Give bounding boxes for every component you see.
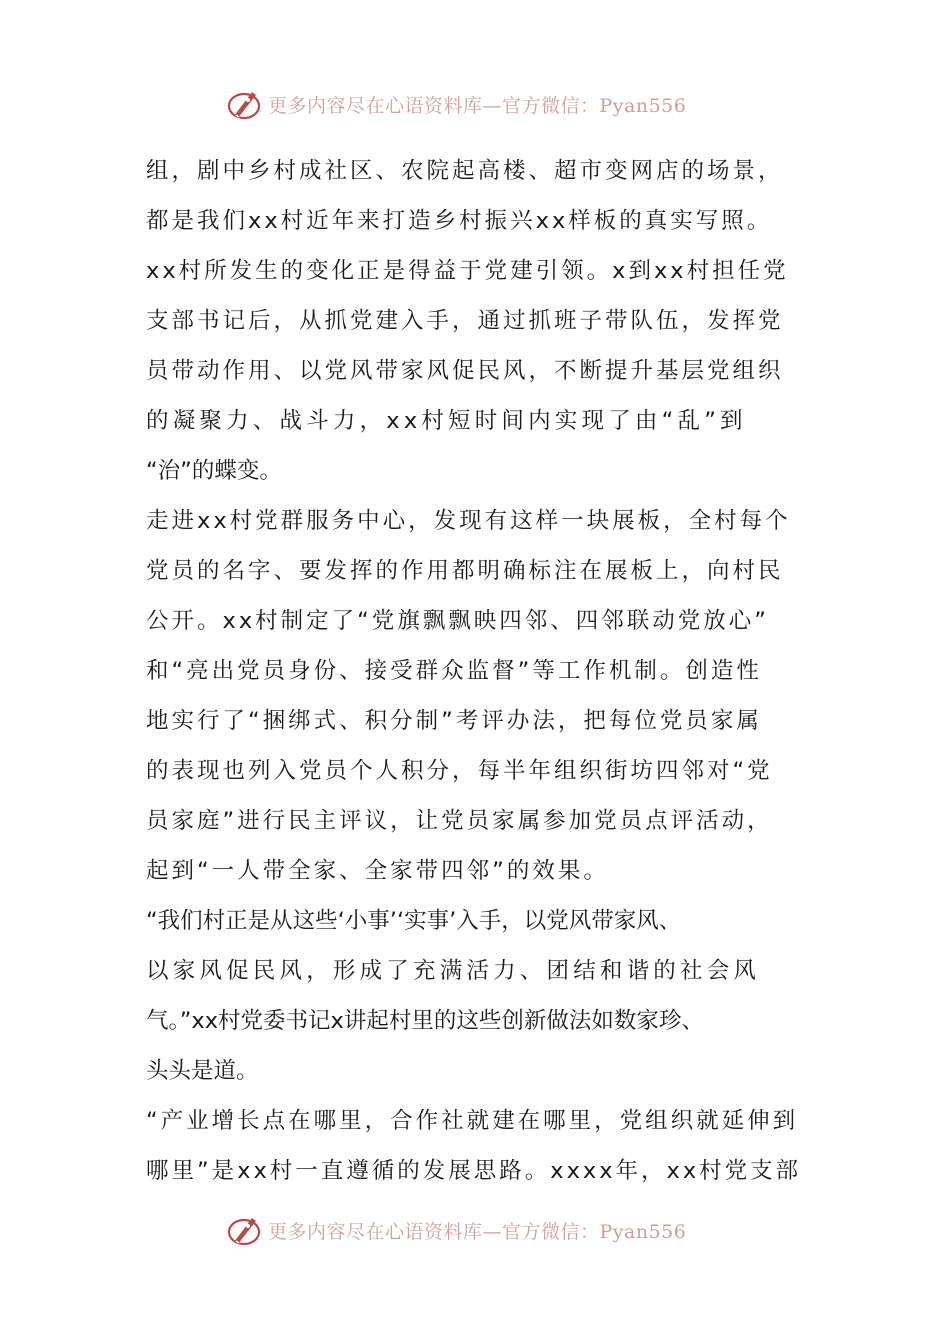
text-line: 走进xx村党群服务中心，发现有这样一块展板，全村每个 <box>146 508 791 534</box>
text-line: 头头是道。 <box>146 1058 259 1084</box>
text-line: 都是我们xx村近年来打造乡村振兴xx样板的真实写照。 <box>146 208 773 234</box>
text-line: xx村所发生的变化正是得益于党建引领。x到xx村担任党 <box>146 258 789 284</box>
pen-nib-icon <box>226 86 262 122</box>
document-body <box>146 146 836 1196</box>
text-line: 哪里”是xx村一直遵循的发展思路。xxxx年，xx村党支部 <box>146 1158 802 1184</box>
text-line: 起到“一人带全家、全家带四邻”的效果。 <box>146 858 609 884</box>
text-line: 气。”xx村党委书记x讲起村里的这些创新做法如数家珍、 <box>146 1008 704 1034</box>
text-line: 支部书记后，从抓党建入手，通过抓班子带队伍，发挥党 <box>146 308 784 334</box>
text-line: “治”的蝶变。 <box>146 458 282 484</box>
text-line: 员带动作用、以党风带家风促民风，不断提升基层党组织 <box>146 358 784 384</box>
pen-nib-icon <box>226 1212 262 1248</box>
footer-watermark <box>226 1210 746 1250</box>
text-line: “我们村正是从这些‘小事’‘实事’入手，以党风带家风、 <box>146 908 682 934</box>
text-line: 的表现也列入党员个人积分，每半年组织街坊四邻对“党 <box>146 758 773 784</box>
text-line: 的凝聚力、战斗力，xx村短时间内实现了由“乱”到 <box>146 408 747 434</box>
text-line: 和“亮出党员身份、接受群众监督”等工作机制。创造性 <box>146 658 762 684</box>
text-line: “产业增长点在哪里，合作社就建在哪里，党组织就延伸到 <box>146 1108 799 1134</box>
text-line: 组，剧中乡村成社区、农院起高楼、超市变网店的场景， <box>146 158 784 184</box>
text-line: 党员的名字、要发挥的作用都明确标注在展板上，向村民 <box>146 558 784 584</box>
text-line: 地实行了“捆绑式、积分制”考评办法，把每位党员家属 <box>146 708 762 734</box>
text-line: 以家风促民风，形成了充满活力、团结和谐的社会风 <box>146 958 761 984</box>
text-line: 公开。xx村制定了“党旗飘飘映四邻、四邻联动党放心” <box>146 608 769 634</box>
header-watermark <box>226 84 746 124</box>
watermark-text: 更多内容尽在心语资料库—官方微信：Pyan556 <box>268 1220 687 1243</box>
text-line: 员家庭”进行民主评议，让党员家属参加党员点评活动， <box>146 808 773 834</box>
watermark-text: 更多内容尽在心语资料库—官方微信：Pyan556 <box>268 94 687 117</box>
